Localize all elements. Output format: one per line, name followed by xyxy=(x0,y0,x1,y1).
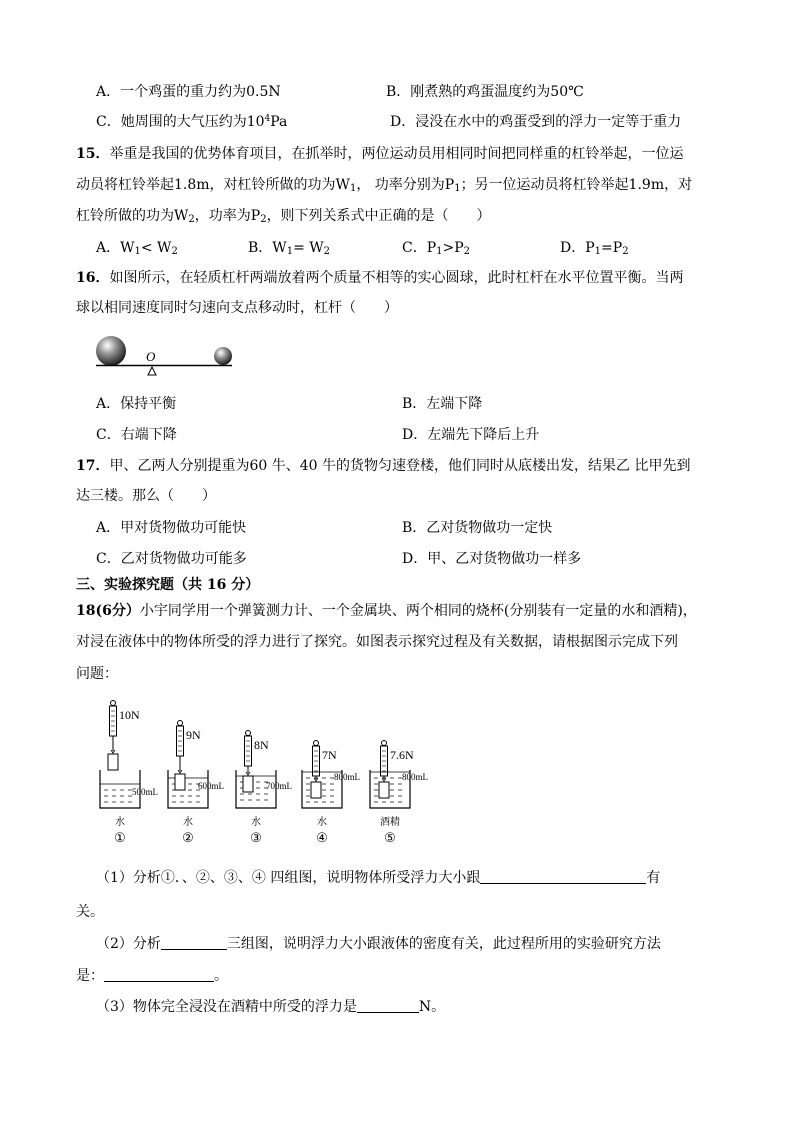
volume-label: 600mL xyxy=(198,781,224,791)
volume-label: 700mL xyxy=(266,781,292,791)
q14-option-c-unit: Pa xyxy=(270,114,288,130)
q18-text-1: 小宇同学用一个弹簧测力计、一个金属块、两个相同的烧杯(分别装有一定量的水和酒精)， xyxy=(139,603,697,619)
q17-option-b: B．乙对货物做功一定快 xyxy=(402,520,553,536)
answer-blank-3[interactable] xyxy=(104,967,214,982)
q15-option-a-sub1: 1 xyxy=(134,246,141,257)
setup-number: ② xyxy=(182,830,194,845)
liquid-name: 水 xyxy=(317,817,327,828)
q15-option-c xyxy=(402,238,470,258)
pivot-label: O xyxy=(146,349,156,364)
pivot-triangle xyxy=(148,367,156,375)
q16-text-1: 如图所示，在轻质杠杆两端放着两个质量不相等的实心圆球，此时杠杆在水平位置平衡。当两 xyxy=(109,270,684,286)
scale-hook-ring xyxy=(111,701,116,706)
q18-part-2-text-b: 三组图，说明浮力大小跟液体的密度有关，此过程所用的实验研究方法 xyxy=(226,936,661,952)
q14-option-c-exp: 4 xyxy=(264,114,271,124)
q15-text-2c: ；另一位运动员将杠铃举起1.9m，对 xyxy=(460,177,693,193)
volume-label: 800mL xyxy=(402,772,428,782)
q17-line-2: 达三楼。那么（ ） xyxy=(76,488,216,504)
liquid-name: 水 xyxy=(115,817,125,828)
q17-text-1: 甲、乙两人分别提重为60 牛、40 牛的货物匀速登楼，他们同时从底楼出发，结果乙 比甲先到 xyxy=(109,458,691,474)
metal-block xyxy=(243,776,253,792)
q18-part-2 xyxy=(96,934,661,954)
q17-option-c: C．乙对货物做功可能多 xyxy=(96,551,247,567)
scale-hook-ring xyxy=(314,741,319,746)
q15-option-d-sub1: 1 xyxy=(594,246,602,257)
q15-text-3c: ，则下列关系式中正确的是（ ） xyxy=(266,208,491,224)
q16-number: 16． xyxy=(76,270,110,286)
q15-option-c-pre: C．P xyxy=(402,240,437,256)
q15-option-d-mid: =P xyxy=(601,240,623,256)
setup-number: ④ xyxy=(316,830,328,845)
liquid-name: 水 xyxy=(183,817,193,828)
q18-number: 18(6分） xyxy=(76,603,140,619)
buoyancy-experiment-figure xyxy=(88,696,444,848)
q18-line-3: 问题： xyxy=(76,666,118,682)
q15-number: 15． xyxy=(76,146,110,162)
section-heading: 三、实验探究题（共 16 分） xyxy=(76,577,260,593)
force-reading: 7.6N xyxy=(390,748,414,762)
metal-block xyxy=(108,754,118,770)
q16-option-a: A．保持平衡 xyxy=(96,396,177,412)
q15-option-c-sub1: 1 xyxy=(436,246,443,257)
force-reading: 10N xyxy=(119,708,140,722)
q15-sub-1: 1 xyxy=(349,183,357,194)
q15-line-3 xyxy=(76,206,491,226)
q16-option-b: B．左端下降 xyxy=(402,396,483,412)
q15-option-d xyxy=(560,238,629,258)
q18-part-2-text-a: （2）分析 xyxy=(96,936,161,952)
setup-4 xyxy=(302,741,360,846)
q15-sub-2: 1 xyxy=(454,183,461,194)
q15-option-a xyxy=(96,238,178,258)
small-ball xyxy=(214,347,232,365)
q17-option-d: D．甲、乙对货物做功一样多 xyxy=(402,551,582,567)
q15-line-1 xyxy=(76,144,683,164)
q18-part-1-tail: 有 xyxy=(646,870,661,886)
q17-line-1 xyxy=(76,456,690,476)
scale-hook-ring xyxy=(246,731,251,736)
q14-option-c-text: C．她周围的大气压约为10 xyxy=(96,114,265,130)
q18-line-2: 对浸在液体中的物体所受的浮力进行了探究。如图表示探究过程及有关数据，请根据图示完成下列 xyxy=(76,634,678,650)
q18-part-2-text-d: 。 xyxy=(214,968,228,984)
force-reading: 8N xyxy=(254,738,269,752)
q15-option-a-pre: A．W xyxy=(96,240,135,256)
setup-2 xyxy=(168,721,224,846)
q15-option-d-sub2: 2 xyxy=(622,246,629,257)
q14-option-a: A．一个鸡蛋的重力约为0.5N xyxy=(96,84,281,100)
answer-blank-2[interactable] xyxy=(161,935,227,950)
q16-option-d: D．左端先下降后上升 xyxy=(402,427,540,443)
setup-5 xyxy=(370,741,428,846)
q16-line-2: 球以相同速度同时匀速向支点移动时，杠杆（ ） xyxy=(76,300,398,316)
volume-label: 800mL xyxy=(334,772,360,782)
answer-blank-4[interactable] xyxy=(357,998,419,1013)
q18-part-3 xyxy=(96,997,445,1017)
setup-3 xyxy=(236,731,292,846)
q14-option-c xyxy=(96,112,287,132)
q18-part-1-cont: 关。 xyxy=(76,904,104,920)
q18-part-1 xyxy=(96,868,660,888)
liquid-name: 水 xyxy=(251,817,261,828)
q15-sub-3: 2 xyxy=(188,214,195,225)
q18-part-1-text: （1）分析①．、②、③、④ 四组图，说明物体所受浮力大小跟 xyxy=(96,870,481,886)
scale-hook-ring xyxy=(382,741,387,746)
q18-line-1 xyxy=(76,601,697,621)
q15-option-a-sub2: 2 xyxy=(171,246,178,257)
q17-number: 17． xyxy=(76,458,110,474)
q15-option-b-mid: = W xyxy=(293,240,324,256)
answer-blank-1[interactable] xyxy=(480,869,646,884)
q15-option-b-pre: B．W xyxy=(248,240,287,256)
force-reading: 9N xyxy=(186,728,201,742)
force-reading: 7N xyxy=(322,748,337,762)
metal-block xyxy=(311,782,321,798)
q15-line-2 xyxy=(76,175,692,195)
q18-part-3-text: （3）物体完全浸没在酒精中所受的浮力是 xyxy=(96,999,357,1015)
q15-text-3a: 杠铃所做的功为W xyxy=(76,208,189,224)
q15-option-b-sub2: 2 xyxy=(323,246,331,257)
q17-option-a: A．甲对货物做功可能快 xyxy=(96,520,247,536)
q15-text-1: 举重是我国的优势体育项目，在抓举时，两位运动员用相同时间把同样重的杠铃举起，一位运 xyxy=(109,146,684,162)
large-ball xyxy=(96,336,126,366)
q15-sub-4: 2 xyxy=(260,214,267,225)
q14-option-b: B．刚煮熟的鸡蛋温度约为50℃ xyxy=(386,84,584,100)
q18-part-2-text-c: 是： xyxy=(76,968,104,984)
q14-option-d: D．浸没在水中的鸡蛋受到的浮力一定等于重力 xyxy=(390,114,682,130)
setup-number: ③ xyxy=(250,830,262,845)
liquid-name: 酒精 xyxy=(380,817,400,828)
q15-option-b xyxy=(248,238,330,258)
setup-1 xyxy=(100,701,158,846)
q15-text-2a: 动员将杠铃举起1.8m，对杠铃所做的功为W xyxy=(76,177,350,193)
q15-option-c-sub2: 2 xyxy=(463,246,471,257)
q18-part-2-cont xyxy=(76,966,228,986)
q15-option-c-mid: >P xyxy=(442,240,464,256)
metal-block xyxy=(175,774,185,790)
scale-hook-ring xyxy=(178,721,183,726)
q15-text-3b: ，功率为P xyxy=(194,208,261,224)
setup-number: ⑤ xyxy=(384,830,396,845)
q15-option-b-sub1: 1 xyxy=(286,246,294,257)
volume-label: 500mL xyxy=(132,787,158,797)
setup-number: ① xyxy=(114,830,126,845)
lever-diagram xyxy=(90,334,240,378)
q15-option-d-pre: D．P xyxy=(560,240,595,256)
q15-text-2b: ， 功率分别为P xyxy=(356,177,455,193)
metal-block xyxy=(379,782,389,798)
q15-option-a-mid: < W xyxy=(140,240,172,256)
q16-line-1 xyxy=(76,268,683,288)
q18-part-3-unit: N。 xyxy=(418,999,446,1015)
q16-option-c: C．右端下降 xyxy=(96,427,177,443)
